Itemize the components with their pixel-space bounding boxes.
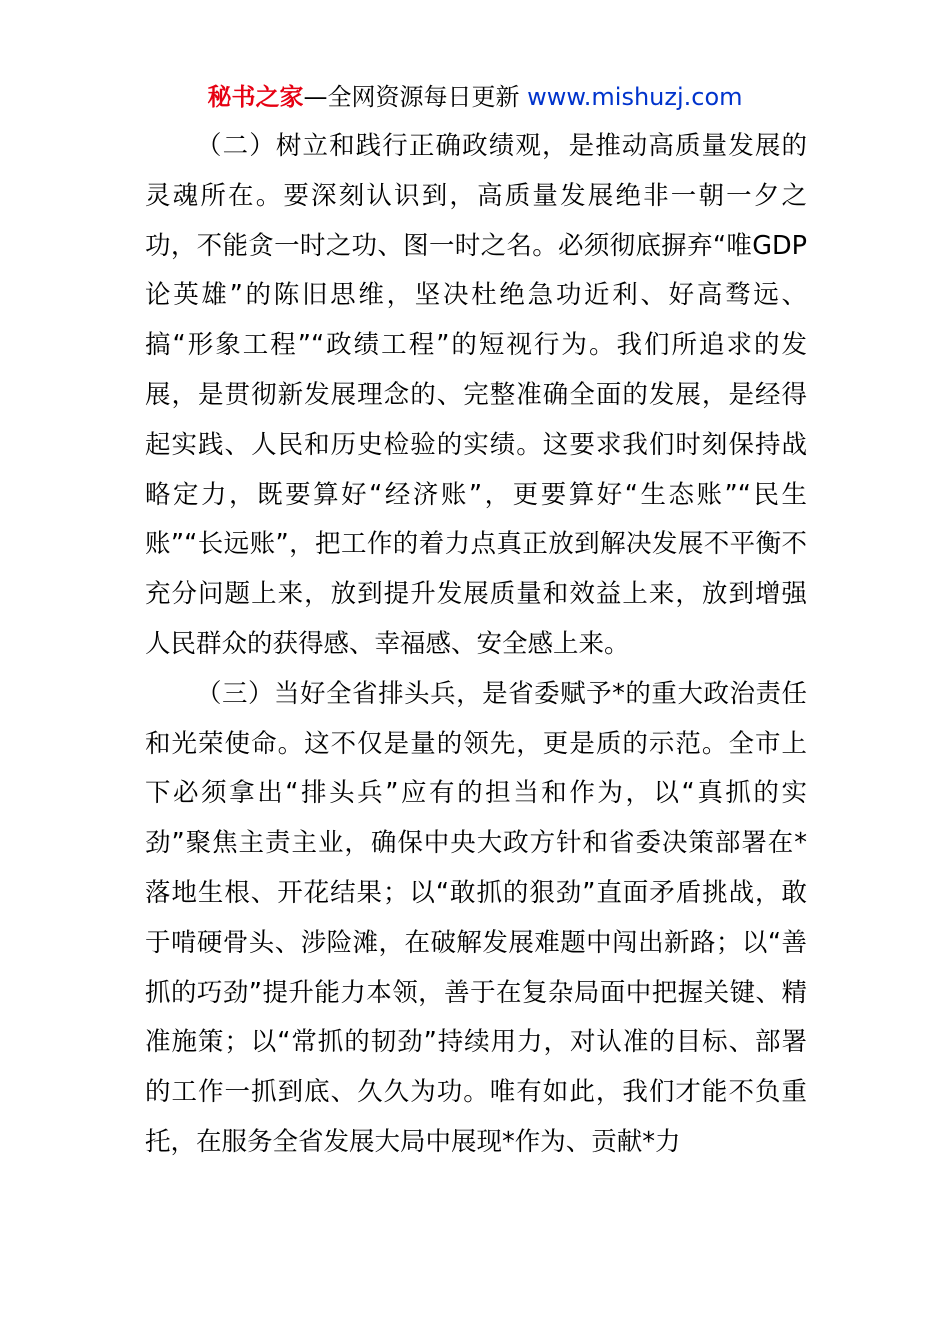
- site-slogan: —全网资源每日更新: [303, 83, 520, 111]
- paragraph-2: （二）树立和践行正确政绩观，是推动高质量发展的灵魂所在。要深刻认识到，高质量发展绝非一朝一夕之功，不能贪一时之功、图一时之名。必须彻底摒弃“唯GDP论英雄”的陈旧思维，坚决杜绝急功近利、好高骛远、搞“形象工程”“政绩工程”的短视行为。我们所追求的发展，是贯彻新发展理念的、完整准确全面的发展，是经得起实践、人民和历史检验的实绩。这要求我们时刻保持战略定力，既要算好“经济账”，更要算好“生态账”“民生账”“长远账”，把工作的着力点真正放到解决发展不平衡不充分问题上来，放到提升发展质量和效益上来，放到增强人民群众的获得感、幸福感、安全感上来。: [145, 131, 807, 659]
- site-header: [0, 80, 950, 114]
- document-body: [145, 122, 807, 1168]
- paragraph-3: （三）当好全省排头兵，是省委赋予*的重大政治责任和光荣使命。这不仅是量的领先，更是质的示范。全市上下必须拿出“排头兵”应有的担当和作为，以“真抓的实劲”聚焦主责主业，确保中央大政方针和省委决策部署在*落地生根、开花结果；以“敢抓的狠劲”直面矛盾挑战，敢于啃硬骨头、涉险滩，在破解发展难题中闯出新路；以“善抓的巧劲”提升能力本领，善于在复杂局面中把握关键、精准施策；以“常抓的韧劲”持续用力，对认准的目标、部署的工作一抓到底、久久为功。唯有如此，我们才能不负重托，在服务全省发展大局中展现*作为、贡献*力: [145, 678, 807, 1157]
- site-url-link[interactable]: www.mishuzj.com: [527, 83, 743, 111]
- site-brand: 秘书之家: [207, 83, 304, 111]
